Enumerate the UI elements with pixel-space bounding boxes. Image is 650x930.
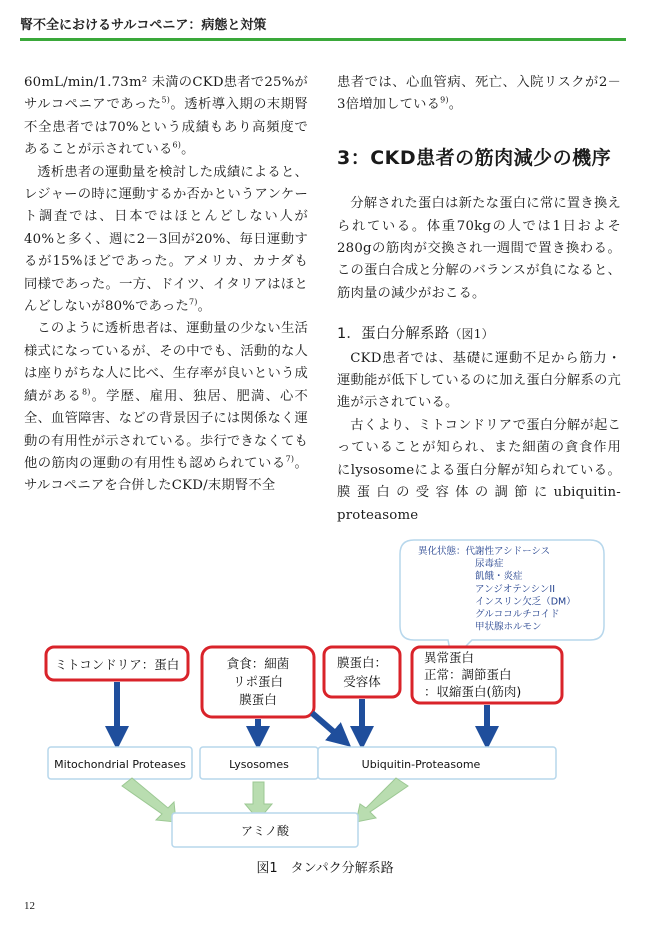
citation[interactable]: 7): [189, 297, 198, 307]
red-box-label: 膜蛋白: [239, 692, 277, 707]
figure-reference[interactable]: （図1）: [449, 327, 494, 342]
figure-1: [0, 530, 650, 880]
paragraph: このように透析患者は、運動量の少ない生活様式になっているが、その中でも、活動的な人は座りがちな人に比べ、生存率が良いという成績がある$^{8)}$。学歴、雇用、独居、肥満、心不全、血管障害、などの背景因子には関係なく運動の有用性が示されている。歩行できなくても他の筋肉の運動の有用性も認められている$^{7)}$。サルコペニアを合併したCKD/末期腎不全: [24, 321, 309, 494]
callout-line: 飢餓・炎症: [475, 571, 523, 583]
callout-line: アンジオテンシンII: [475, 583, 556, 595]
citation[interactable]: 9): [440, 95, 449, 105]
subsection-heading: 1．蛋白分解系路（図1）: [337, 326, 494, 343]
paragraph: 60mL/min/1.73m² 未満のCKD患者で25%がサルコペニアであった$^{5)}$。透析導入期の末期腎不全患者では70%という成績もあり高頻度であることが示されている$^{6)}$。: [24, 75, 308, 158]
red-box-label: リポ蛋白: [232, 674, 284, 689]
green-arrow: [122, 778, 176, 822]
figure-caption: 図1 タンパク分解系路: [256, 861, 394, 876]
page-number: 12: [24, 900, 35, 912]
red-box-label: 受容体: [343, 674, 381, 689]
red-box-label: 貪食：細菌: [226, 656, 290, 671]
citation[interactable]: 5): [161, 95, 171, 105]
paragraph: 分解された蛋白は新たな蛋白に常に置き換えられている。体重70kgの人では1日およそ280gの筋肉が交換され一週間で置き換わる。この蛋白合成と分解のバランスが負になると、筋肉量の減少がおこる。: [337, 196, 621, 301]
red-box-label: ：収縮蛋白(筋肉): [424, 684, 522, 699]
blue-arrow: [312, 713, 342, 739]
paragraph: CKD患者では、基礎に運動不足から筋力・運動能が低下しているのに加え蛋白分解系の亢進が示されている。: [337, 350, 621, 411]
right-column: [337, 72, 621, 527]
callout-line: 尿毒症: [475, 558, 504, 570]
red-box-label: ミトコンドリア：蛋白: [54, 657, 180, 672]
citation[interactable]: 8): [81, 387, 91, 397]
green-arrow: [356, 778, 408, 822]
red-box-label: 正常：調節蛋白: [424, 667, 512, 682]
amino-acid-label: アミノ酸: [240, 824, 290, 838]
pathway-label: Mitochondrial Proteases: [54, 758, 186, 771]
header-rule: [20, 38, 626, 41]
section-heading: 3：CKD患者の筋肉減少の機序: [337, 146, 612, 169]
red-box-label: 異常蛋白: [424, 650, 475, 665]
left-column: [24, 72, 308, 498]
paragraph: 患者では、心血管病、死亡、入院リスクが2－3倍増加している$^{9)}$。: [337, 75, 621, 113]
citation[interactable]: 7): [285, 454, 295, 464]
paragraph: 透析患者の運動量を検討した成績によると、レジャーの時に運動するか否かというアンケート調査では、日本ではほとんどしない人が40%と多く、週に2－3回が20%、毎日運動するが15%ほどであった。アメリカ、カナダも同様であった。一方、ドイツ、イタリアはほとんどしないが80%であった$^{7)}$。: [24, 164, 308, 315]
pathway-label: Lysosomes: [229, 758, 289, 771]
citation[interactable]: 6): [172, 140, 182, 150]
protein-degradation-diagram: [0, 530, 650, 880]
pathway-label: Ubiquitin-Proteasome: [361, 758, 481, 771]
callout-line: 甲状腺ホルモン: [475, 621, 542, 633]
running-header: 腎不全におけるサルコペニア：病態と対策: [20, 18, 267, 33]
paragraph: 古くより、ミトコンドリアで蛋白分解が起こっていることが知られ、また細菌の貪食作用にlysosomeによる蛋白分解が知られている。膜蛋白の受容体の調節にubiquitin-proteasome: [337, 417, 621, 523]
callout-line: インスリン欠乏（DM）: [475, 596, 576, 608]
callout-line: 異化状態：代謝性アシドーシス: [418, 546, 551, 557]
callout-line: グルココルチコイド: [475, 609, 560, 620]
red-box-label: 膜蛋白：: [336, 655, 388, 670]
